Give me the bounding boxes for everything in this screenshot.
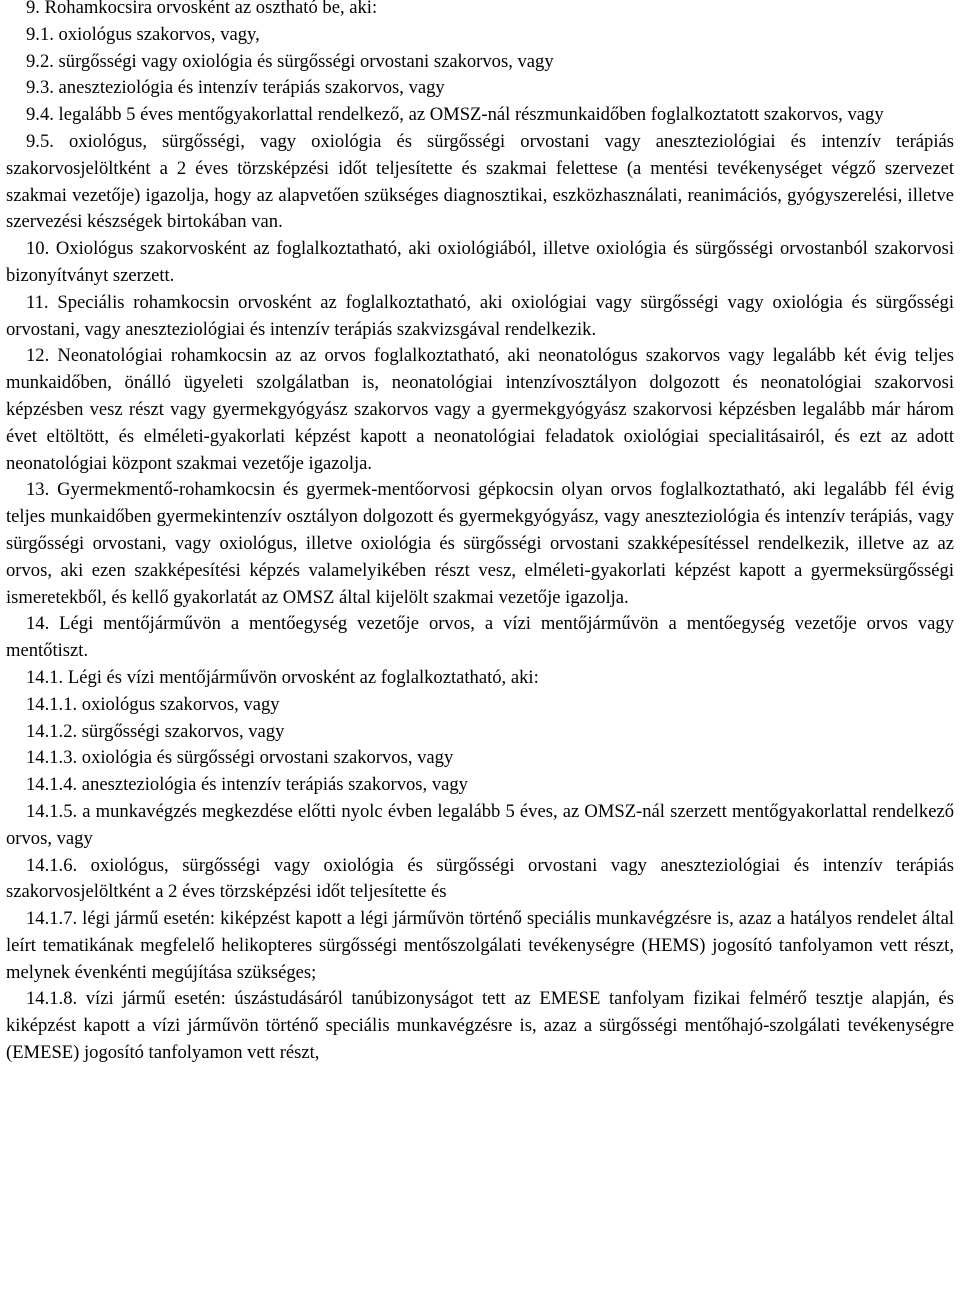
paragraph-14-1-5: 14.1.5. a munkavégzés megkezdése előtti nyolc évben legalább 5 éves, az OMSZ-nál szerzett mentőgyakorlattal rendelkező orvos, vagy — [6, 800, 954, 849]
paragraph-14-1-3: 14.1.3. oxiológia és sürgősségi orvostani szakorvos, vagy — [26, 747, 454, 769]
paragraph-12: 12. Neonatológiai rohamkocsin az az orvos foglalkoztatható, aki neonatológus szakorvos vagy legalább két évig teljes munkaidőben, önálló ügyeleti szolgálatban is, neonatológiai intenzívosztályon dolgozott és neonatológiai szakorvosi képzésben vesz részt vagy gyermekgyógyász szakorvos vagy a gyermekgyógyász szakorvosi képzésben legalább már három évet eltöltött, és elméleti-gyakorlati képzést kapott a neonatológiai feladatok oxiológiai specialitásairól, és ezt az adott neonatológiai központ szakmai vezetője igazolja. — [6, 345, 954, 474]
paragraph-13: 13. Gyermekmentő-rohamkocsin és gyermek-mentőorvosi gépkocsin olyan orvos foglalkoztatható, aki legalább fél évig teljes munkaidőben gyermekintenzív osztályon dolgozott és gyermekgyógyász, vagy aneszteziológia és intenzív terápiás, vagy sürgősségi orvostani, vagy oxiológus, illetve oxiológia és sürgősségi orvostani szakképesítéssel rendelkezik, illetve az az orvos, aki ezen szakképesítési képzés valamelyikében részt vesz, elméleti-gyakorlati képzést kapott a gyermeksürgősségi ismeretekből, és kellő gyakorlatát az OMSZ által kijelölt szakmai vezetője igazolja. — [6, 479, 954, 608]
paragraph-9-5: 9.5. oxiológus, sürgősségi, vagy oxiológia és sürgősségi orvostani vagy aneszteziológiai és intenzív terápiás szakorvosjelöltként a 2 éves törzsképzési időt teljesítette és szakmai felettese (a mentési tevékenységet végző szervezet szakmai vezetője) igazolja, hogy az alapvetően szükséges diagnosztikai, eszközhasználati, reanimációs, gyógyszerelési, illetve szervezési készségek birtokában van. — [6, 130, 954, 233]
paragraph-9-1: 9.1. oxiológus szakorvos, vagy, — [26, 23, 260, 45]
paragraph-14: 14. Légi mentőjárművön a mentőegység vezetője orvos, a vízi mentőjárművön a mentőegység vezetője orvos vagy mentőtiszt. — [6, 613, 954, 662]
paragraph-14-1-8: 14.1.8. vízi jármű esetén: úszástudásáról tanúbizonyságot tett az EMESE tanfolyam fizikai felmérő tesztje alapján, és kiképzést kapott a vízi járművön történő speciális munkavégzésre is, azaz a sürgősségi mentőhajó-szolgálati tevékenységre (EMESE) jogosító tanfolyamon vett részt, — [6, 988, 954, 1064]
paragraph-11: 11. Speciális rohamkocsin orvosként az foglalkoztatható, aki oxiológiai vagy sürgősségi vagy oxiológia és sürgősségi orvostani, vagy aneszteziológiai és intenzív terápiás szakvizsgával rendelkezik. — [6, 291, 954, 340]
paragraph-9-2: 9.2. sürgősségi vagy oxiológia és sürgősségi orvostani szakorvos, vagy — [26, 50, 554, 72]
document-body — [6, 0, 954, 1067]
paragraph-14-1-1: 14.1.1. oxiológus szakorvos, vagy — [26, 693, 280, 715]
paragraph-14-1-7: 14.1.7. légi jármű esetén: kiképzést kapott a légi járművön történő speciális munkavégzésre is, azaz a hatályos rendelet által leírt tematikának megfelelő helikopteres sürgősségi mentőszolgálati tevékenységre (HEMS) jogosító tanfolyamon vett részt, melynek évenkénti megújítása szükséges; — [6, 908, 954, 983]
paragraph-14-1: 14.1. Légi és vízi mentőjárművön orvosként az foglalkoztatható, aki: — [26, 666, 539, 688]
paragraph-14-1-6: 14.1.6. oxiológus, sürgősségi vagy oxiológia és sürgősségi orvostani vagy aneszteziológiai és intenzív terápiás szakorvosjelöltként a 2 éves törzsképzési időt teljesítette és — [6, 854, 954, 903]
paragraph-10: 10. Oxiológus szakorvosként az foglalkoztatható, aki oxiológiából, illetve oxiológia és sürgősségi orvostanból szakorvosi bizonyítványt szerzett. — [6, 238, 954, 286]
paragraph-14-1-4: 14.1.4. aneszteziológia és intenzív terápiás szakorvos, vagy — [26, 774, 468, 796]
paragraph-9: 9. Rohamkocsira orvosként az osztható be, aki: — [26, 0, 378, 18]
paragraph-9-4: 9.4. legalább 5 éves mentőgyakorlattal rendelkező, az OMSZ-nál részmunkaidőben foglalkoztatott szakorvos, vagy — [26, 104, 884, 126]
paragraph-14-1-2: 14.1.2. sürgősségi szakorvos, vagy — [26, 720, 285, 742]
paragraph-9-3: 9.3. aneszteziológia és intenzív terápiás szakorvos, vagy — [26, 77, 445, 99]
